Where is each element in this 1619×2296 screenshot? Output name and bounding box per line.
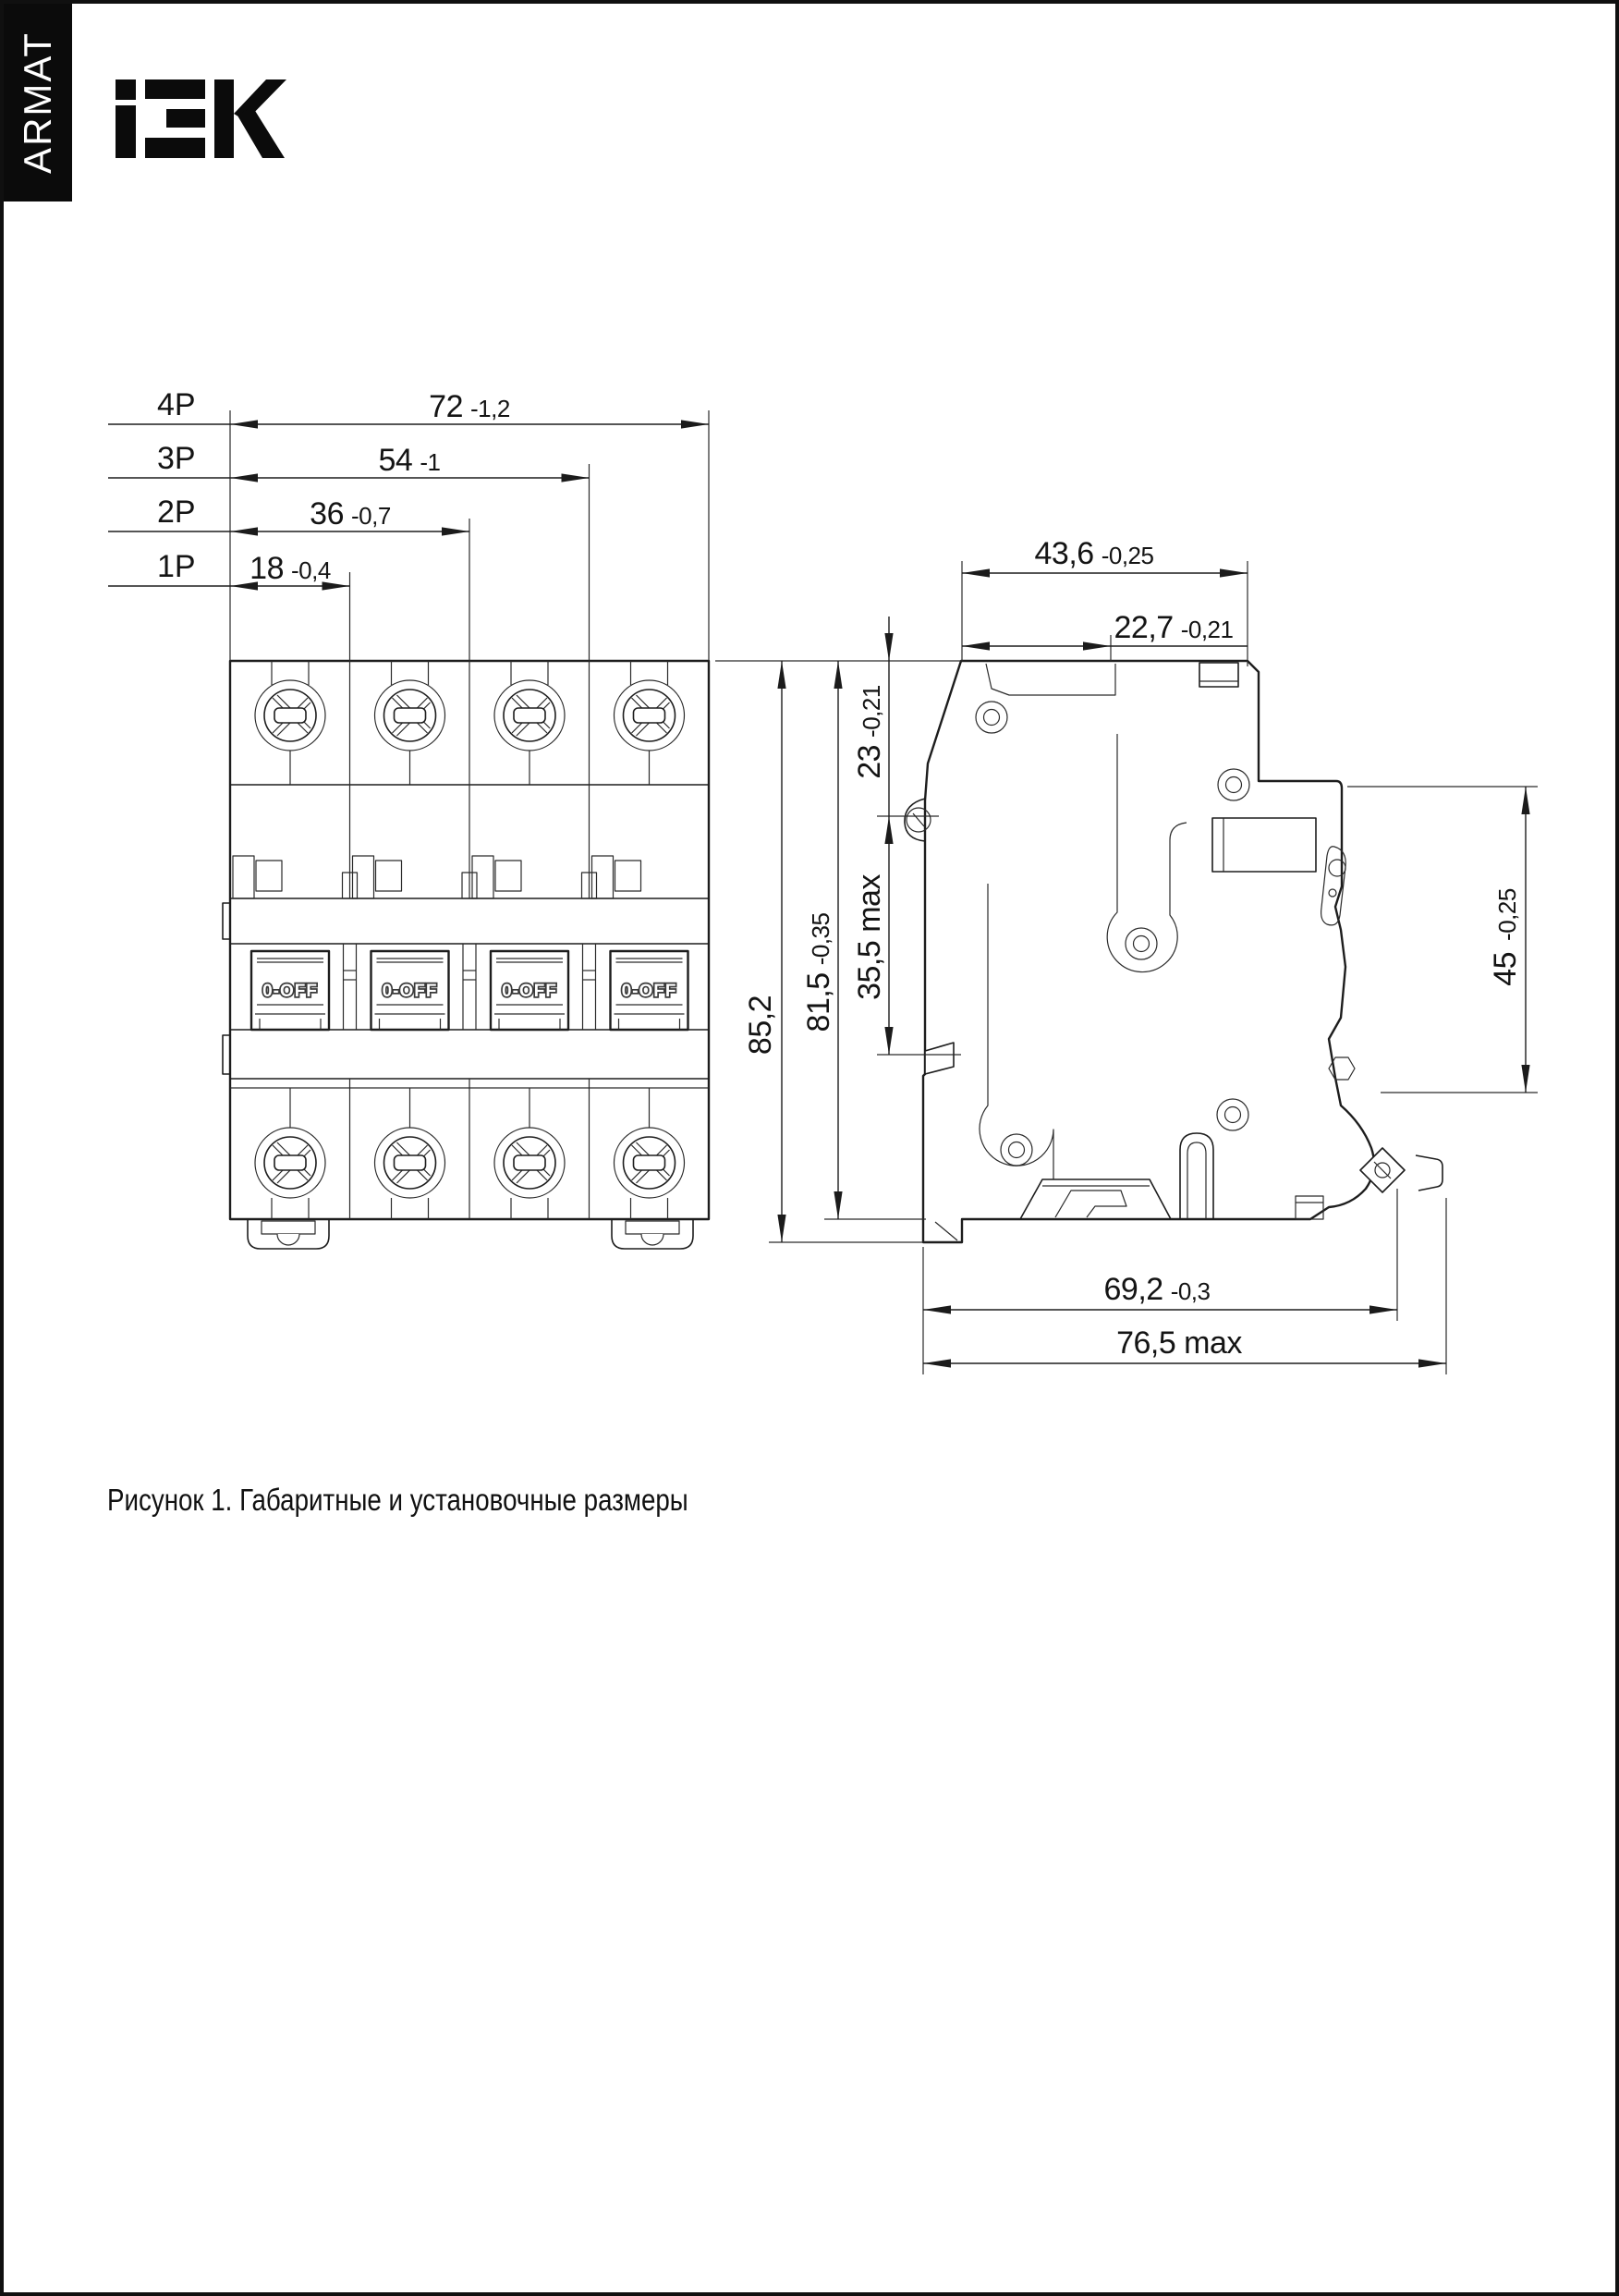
toggle-label-4: 0-OFF <box>621 982 677 1001</box>
dimensions <box>108 387 1538 1374</box>
dim-din-recess: 45-0,25 <box>1488 888 1523 986</box>
front-din-clip-right <box>612 1219 693 1249</box>
dim-height-overall: 85,2 <box>743 995 778 1056</box>
dim-width-2p: 36 -0,7 <box>310 496 391 531</box>
dim-side-width-total: 43,6 -0,25 <box>1034 536 1154 571</box>
dim-width-3p: 54 -1 <box>378 443 441 478</box>
dim-width-1p: 18 -0,4 <box>250 551 331 586</box>
dim-side-width-front: 22,7 -0,21 <box>1114 610 1234 645</box>
figure-caption: Рисунок 1. Габаритные и установочные размеры <box>107 1483 688 1517</box>
dim-label-1p: 1P <box>157 549 196 584</box>
toggle-handles <box>251 951 688 1030</box>
dim-depth-body: 69,2 -0,3 <box>1103 1272 1211 1307</box>
toggle-divider-pins <box>344 944 596 1030</box>
front-view <box>223 661 709 1249</box>
dim-depth-max: 76,5 max <box>1116 1325 1242 1361</box>
side-view <box>905 661 1442 1242</box>
dim-label-2p: 2P <box>157 495 196 530</box>
dim-height-top-section: 23-0,21 <box>852 685 887 779</box>
dim-label-4p: 4P <box>157 387 196 422</box>
dim-height-body: 81,5-0,35 <box>801 912 836 1032</box>
dimension-drawing <box>4 4 1619 2296</box>
toggle-label-2: 0-OFF <box>382 982 438 1001</box>
dim-width-4p: 72 -1,2 <box>429 389 510 424</box>
toggle-label-1: 0-OFF <box>262 982 318 1001</box>
pole-dividers <box>350 661 590 1219</box>
brand-sidebar-label: ARMAT <box>15 31 59 174</box>
dim-height-front-section: 35,5 max <box>852 874 887 1000</box>
front-din-clip-left <box>248 1219 329 1249</box>
toggle-label-3: 0-OFF <box>502 982 557 1001</box>
dim-label-3p: 3P <box>157 441 196 476</box>
